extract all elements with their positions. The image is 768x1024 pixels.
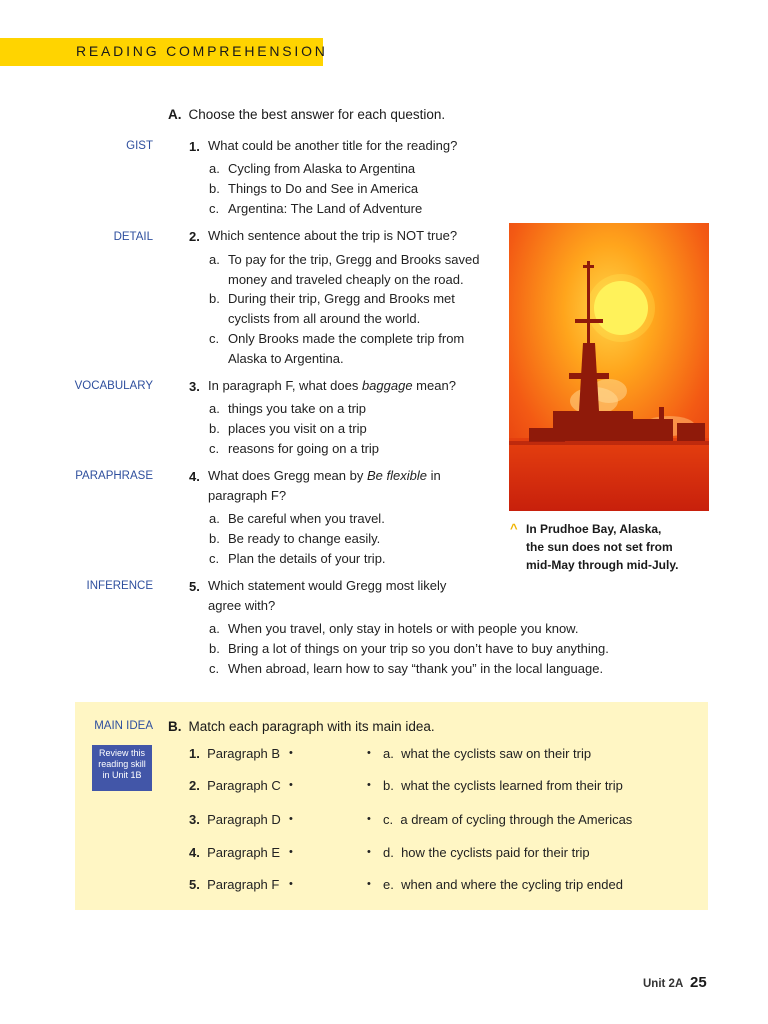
skill-label-inference: INFERENCE: [86, 580, 153, 592]
question-text: What could be another title for the reading?: [208, 138, 458, 153]
match-right-item: b. what the cyclists learned from their trip: [383, 778, 623, 793]
question-text: Which statement would Gregg most likely agree with?: [208, 578, 447, 613]
question-text: What does Gregg mean by Be flexible in paragraph F?: [208, 468, 441, 503]
answer-option[interactable]: b. Be ready to change easily.: [209, 531, 381, 546]
skill-label-main-idea: MAIN IDEA: [94, 720, 153, 732]
question-number: 2.: [189, 229, 200, 244]
photo-caption: ^ In Prudhoe Bay, Alaska, the sun does not set from mid-May through mid-July.: [510, 521, 679, 572]
match-dot[interactable]: •: [367, 813, 371, 825]
answer-option[interactable]: a. To pay for the trip, Gregg and Brooks saved money and traveled cheaply on the road.: [209, 252, 480, 287]
match-right-item: a. what the cyclists saw on their trip: [383, 746, 592, 761]
match-left-item: 5. Paragraph F: [189, 877, 280, 892]
match-dot[interactable]: •: [367, 779, 371, 791]
match-dot[interactable]: •: [367, 878, 371, 890]
footer-unit: Unit 2A: [643, 978, 684, 990]
answer-option[interactable]: c. When abroad, learn how to say “thank you” in the local language.: [209, 661, 604, 676]
answer-option[interactable]: c. reasons for going on a trip: [209, 441, 380, 456]
section-b-instruction: Match each paragraph with its main idea.: [188, 719, 435, 734]
section-a-instruction: Choose the best answer for each question.: [188, 107, 446, 122]
match-right-item: d. how the cyclists paid for their trip: [383, 845, 590, 860]
answer-option[interactable]: a. things you take on a trip: [209, 401, 367, 416]
question-text: In paragraph F, what does baggage mean?: [208, 378, 456, 393]
answer-option[interactable]: b. Bring a lot of things on your trip so you don’t have to buy anything.: [209, 641, 609, 656]
skill-label-detail: DETAIL: [113, 231, 153, 243]
answer-option[interactable]: b. Things to Do and See in America: [209, 181, 419, 196]
page-number: 25: [690, 974, 707, 991]
question-number: 3.: [189, 379, 200, 394]
match-left-item: 1. Paragraph B: [189, 746, 281, 761]
match-dot[interactable]: •: [289, 747, 293, 759]
match-dot[interactable]: •: [367, 846, 371, 858]
review-note: Review this reading skill in Unit 1B: [92, 745, 152, 791]
match-dot[interactable]: •: [289, 846, 293, 858]
section-b-letter: B.: [168, 719, 182, 734]
question-text: Which sentence about the trip is NOT true?: [208, 228, 458, 243]
skill-label-paraphrase: PARAPHRASE: [75, 470, 153, 482]
match-left-item: 2. Paragraph C: [189, 778, 281, 793]
match-right-item: c. a dream of cycling through the Americas: [383, 812, 633, 827]
match-left-item: 4. Paragraph E: [189, 845, 281, 860]
section-a-heading: [168, 107, 445, 122]
section-a-letter: A.: [168, 107, 182, 122]
banner-title: READING COMPREHENSION: [76, 43, 328, 59]
answer-option[interactable]: a. Be careful when you travel.: [209, 511, 385, 526]
match-dot[interactable]: •: [289, 813, 293, 825]
match-dot[interactable]: •: [289, 878, 293, 890]
answer-option[interactable]: b. places you visit on a trip: [209, 421, 367, 436]
question-number: 4.: [189, 469, 200, 484]
match-dot[interactable]: •: [289, 779, 293, 791]
skill-label-vocabulary: VOCABULARY: [74, 380, 153, 392]
answer-option[interactable]: c. Argentina: The Land of Adventure: [209, 201, 423, 216]
question-number: 1.: [189, 139, 200, 154]
answer-option[interactable]: a. Cycling from Alaska to Argentina: [209, 161, 416, 176]
match-right-item: e. when and where the cycling trip ended: [383, 877, 623, 892]
match-left-item: 3. Paragraph D: [189, 812, 281, 827]
section-banner: [0, 38, 328, 66]
match-dot[interactable]: •: [367, 747, 371, 759]
section-b-heading: [168, 719, 435, 734]
sunset-oil-rig-photo: [509, 223, 709, 511]
answer-option[interactable]: c. Only Brooks made the complete trip from Alaska to Argentina.: [209, 331, 465, 366]
answer-option[interactable]: b. During their trip, Gregg and Brooks met cyclists from all around the world.: [209, 291, 455, 326]
answer-option[interactable]: a. When you travel, only stay in hotels or with people you know.: [209, 621, 579, 636]
skill-label-gist: GIST: [126, 140, 153, 152]
question-number: 5.: [189, 579, 200, 594]
caret-up-icon: ^: [510, 521, 518, 536]
answer-option[interactable]: c. Plan the details of your trip.: [209, 551, 386, 566]
